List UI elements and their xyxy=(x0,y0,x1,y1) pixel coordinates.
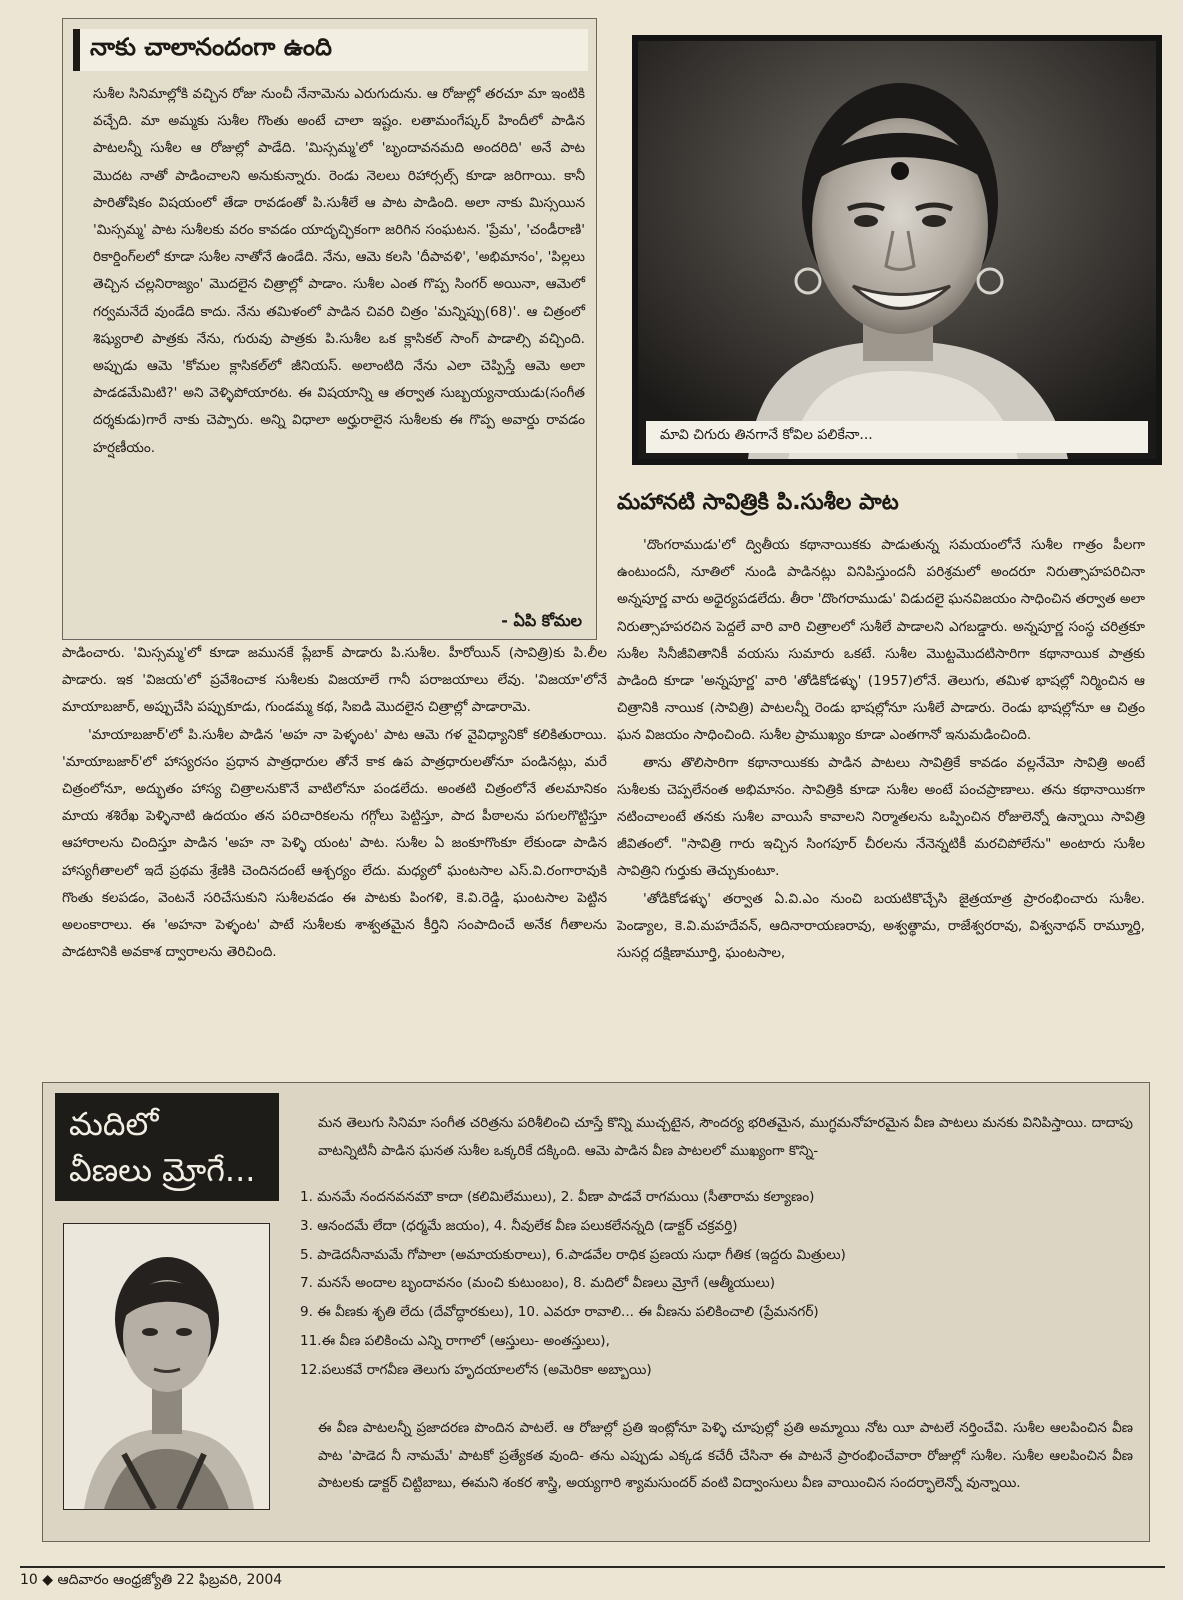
list-item: 7. మనసే అందాల బృందావనం (మంచి కుటుంబం), 8. మదిలో వీణలు మ్రోగే (ఆత్మీయులు) xyxy=(300,1275,775,1292)
box-credit: - ఏపి కోమల xyxy=(501,611,582,630)
box-title: నాకు చాలానందంగా ఉంది xyxy=(73,29,588,71)
box-title-line: మదిలో xyxy=(69,1105,159,1143)
section-heading: మహానటి సావిత్రికి పి.సుశీల పాట xyxy=(617,490,899,515)
page-footer: 10 ◆ ఆదివారం ఆంధ్రజ్యోతి 22 ఫిబ్రవరి, 2004 xyxy=(20,1572,283,1588)
right-column xyxy=(617,532,1145,967)
list-item: 9. ఈ వీణకు శృతి లేదు (దేవోద్ధారకులు), 10. ఎవరూ రావాలి... ఈ వీణను పలికించాలి (ప్రేమనగర్) xyxy=(300,1304,819,1321)
footer-rule xyxy=(20,1566,1165,1568)
list-item: 3. ఆనందమే లేదా (ధర్మమే జయం), 4. నీవులేక వీణ పలుకలేనన్నది (డాక్టర్ చక్రవర్తి) xyxy=(300,1217,738,1234)
list-item: 5. పాడెదనీనామమే గోపాలా (అమాయకురాలు), 6.పాడవేల రాధిక ప్రణయ సుధా గీతిక (ఇద్దరు మిత్రులు) xyxy=(300,1246,846,1263)
paragraph: పాడించారు. 'మిస్సమ్మ'లో కూడా జమునకే ప్లేబాక్ పాడారు పి.సుశీల. హీరోయిన్ (సావిత్రి)కు పి.లీల పాడారు. ఇక 'విజయ'లో ప్రవేశించాక సుశీలకు విజయాలే గానీ పరాజయాలు లేవు. 'విజయా'లోనే మాయాబజార్, అప్పుచేసి పప్పుకూడు, గుండమ్మ కథ, సిఐడి మొదలైన చిత్రాల్లో పాడారామె. xyxy=(62,645,607,716)
box-body-text: సుశీల సినిమాల్లోకి వచ్చిన రోజు నుంచీ నేనామెను ఎరుగుదును. ఆ రోజుల్లో తరచూ మా ఇంటికి వచ్చేది. మా అమ్మకు సుశీల గొంతు అంటే చాలా ఇష్టం. లతామంగేష్కర్ హిందీలో పాడిన పాటలన్నీ సుశీల ఆ రోజుల్లో పాడేది. 'మిస్సమ్మ'లో 'బృందావనమది అందరిది' అనే పాట మొదట నాతో పాడించాలని అనుకున్నారు. రెండు నెలలు రిహార్సల్స్ కూడా జరిగాయి. కానీ పారితోషికం విషయంలో తేడా రావడంతో పి.సుశీలే ఆ పాట పాడింది. అలా నాకు మిస్సయిన 'మిస్సమ్మ' పాట సుశీలకు వరం కావడం యాదృచ్ఛికంగా జరిగిన సంఘటన. 'ప్రేమ', 'చండీరాణి' రికార్డింగ్‌లలో కూడా సుశీల నాతోనే ఉండేది. నేను, ఆమె కలసి 'దీపావళి', 'అభిమానం', 'పిల్లలు తెచ్చిన చల్లనిరాజ్యం' మొదలైన చిత్రాల్లో పాడాం. సుశీల ఎంత గొప్ప సింగర్ అయినా, ఆమెలో గర్వమనేదే వుండేది కాదు. నేను తమిళంలో పాడిన చివరి చిత్రం 'మన్నిప్పు(68)'. ఆ చిత్రంలో శిష్యురాలి పాత్రకు నేను, గురువు పాత్రకు పి.సుశీల ఒక క్లాసికల్ సాంగ్ పాడాల్సి వచ్చింది. అప్పుడు ఆమె 'కోమల క్లాసికల్‌లో జీనియస్. అలాంటిది నేను ఎలా చెప్పిస్తే ఆమె అలా పాడడమేమిటి?' అని వెళ్ళిపోయారట. ఈ విషయాన్ని ఆ తర్వాత సుబ్బయ్యనాయుడు(సంగీత దర్శకుడు)గారే నాకు చెప్పారు. అన్ని విధాలా అర్హురాలైన సుశీలకు ఈ గొప్ప అవార్డు రావడం హర్షణీయం. xyxy=(93,86,585,456)
portrait-illustration xyxy=(638,41,1156,459)
box-outro-text: ఈ వీణ పాటలన్నీ ప్రజాదరణ పొందిన పాటలే. ఆ రోజుల్లో ప్రతి ఇంట్లోనూ పెళ్ళి చూపుల్లో ప్రతి అమ్మాయి నోట యీ పాటలే నర్తించేవి. సుశీల ఆలపించిన వీణ పాట 'పాడెద నీ నామమే' పాటకో ప్రత్యేకత వుంది- తను ఎప్పుడు ఎక్కడ కచేరీ చేసినా ఈ పాటనే ప్రారంభించేవారా రోజుల్లో సుశీల. సుశీల ఆలపించిన వీణ పాటలకు డాక్టర్ చిట్టిబాబు, ఈమని శంకర శాస్త్రి, అయ్యగారి శ్యామసుందర్ వంటి విద్వాంసులు వీణ వాయించిన సందర్భాలెన్నో వున్నాయి. xyxy=(318,1420,1133,1491)
list-item: 1. మనమే నందనవనమౌ కాదా (కలిమిలేములు), 2. వీణా పాడవే రాగమయి (సీతారామ కల్యాణం) xyxy=(300,1189,815,1205)
paragraph: 'తోడికోడళ్ళు' తర్వాత ఏ.వి.ఎం నుంచి బయటికొచ్చేసి జైత్రయాత్ర ప్రారంభించారు సుశీల. పెండ్యాల, కె.వి.మహదేవన్, ఆదినారాయణరావు, అశ్వత్థామ, రాజేశ్వరరావు, విశ్వనాథన్ రామ్మూర్తి, సుసర్ల దక్షిణామూర్తి, ఘంటసాల, xyxy=(617,890,1145,962)
komala-quote-box xyxy=(62,18,597,640)
paragraph: 'మాయాబజార్'లో పి.సుశీల పాడిన 'అహ నా పెళ్ళంట' పాట ఆమె గళ వైవిధ్యానికో కలికితురాయి. 'మాయాబజార్'లో హాస్యరసం ప్రధాన పాత్రధారుల తోనే కాక ఉప పాత్రధారులతోనూ పండినట్లు, మరే చిత్రంలోనూ, అద్భుతం హాస్య చిత్రాలనుకొనే వాటిలోనూ పండలేదు. అంతటి చిత్రంలోనే తలమానికం మాయ శశిరేఖ పెళ్ళినాటి ఉదయం తన పరిచారికలను గగ్గోలు పెట్టిస్తూ, పాద పీఠాలను పగులగొట్టిస్తూ ఆహారాలను చిందిస్తూ పాడిన 'అహ నా పెళ్ళి యంట' పాట. సుశీల ఏ జంకూగొంకూ లేకుండా పాడిన హాస్యగీతాలలో ఇదే ప్రథమ శ్రేణికి చెందినదంటే ఆశ్చర్యం లేదు. మధ్యలో ఘంటసాల ఎస్.వి.రంగారావుకి గొంతు కలపడం, వెంటనే సరిచేసుకుని సుశీలవడం ఈ పాటకు పింగళి, కె.వి.రెడ్డి, ఘంటసాల పెట్టిన అలంకారాలు. ఈ 'అహనా పెళ్ళంట' పాటే సుశీలకు శాశ్వతమైన కీర్తిని సంపాదించే అనేక గీతాలను పాడటానికి అవకాశ ద్వారాలను తెరిచింది. xyxy=(62,726,607,961)
list-item: 12.పలుకవే రాగవీణ తెలుగు హృదయాలలోన (అమెరికా అబ్బాయి) xyxy=(300,1361,652,1378)
photo-caption: మావి చిగురు తినగానే కోవిల పలికేనా... xyxy=(646,421,1148,453)
list-item: 11.ఈ వీణ పలికించు ఎన్ని రాగాలో (ఆస్తులు- అంతస్తులు), xyxy=(300,1332,610,1349)
box-title xyxy=(55,1093,279,1201)
veena-songs-list xyxy=(300,1183,846,1385)
paragraph: 'దొంగరాముడు'లో ద్వితీయ కథానాయికకు పాడుతున్న సమయంలోనే సుశీల గాత్రం పీలగా ఉంటుందనీ, నూతిలో నుండి పాడినట్లు వినిపిస్తుందనీ పరిశ్రమలో అందరూ నిరుత్సాహపరిచినా అన్నపూర్ణ వారు అధైర్యపడలేదు. తీరా 'దొంగరాముడు' విడుదలై ఘనవిజయం సాధించిన తర్వాత అలా నిరుత్సాహపరచిన పెద్దలే వారి వారి చిత్రాలలో సుశీలే పాడాలని ఎగబడ్డారు. అన్నపూర్ణ సంస్థ చరిత్రకూ సుశీల సినీజీవితానికీ వయసు సుమారు ఒకటే. సుశీల మొట్టమొదటిసారిగా కథానాయిక పాత్రకు పాడింది కూడా 'అన్నపూర్ణ' వారి 'తోడికోడళ్ళు' (1957)లోనే. తెలుగు, తమిళ భాషల్లో నిర్మించిన ఆ చిత్రానికి నాయిక (సావిత్రి) పాటలన్నీ రెండు భాషల్లోనూ సుశీలే పాడారు. రెండు భాషల్లోనూ ఆ చిత్రం ఘన విజయం సాధించింది. సుశీల ప్రాముఖ్యం కూడా ఎంతగానో ఇనుమడించింది. xyxy=(617,537,1145,744)
susheela-portrait-photo xyxy=(632,35,1162,465)
box-title-line: వీణలు మ్రోగే... xyxy=(69,1151,256,1189)
paragraph: తాను తొలిసారిగా కథానాయికకు పాడిన పాటలు సావిత్రికే కావడం వల్లనేమో సావిత్రి అంటే సుశీలకు చెప్పలేనంత అభిమానం. సావిత్రికి కూడా సుశీల అంటే పంచప్రాణాలు. తను కథానాయికగా నటించాలంటే తనకు సుశీల వాయిసే కావాలని నిర్మాతలను ఒప్పించిన రోజులెన్నో ఉన్నాయి సావిత్రి జీవితంలో. "సావిత్రి గారు ఇచ్చిన సింగపూర్ చీరలను నేనెన్నటికీ మరచిపోలేను" అంటారు సుశీల సావిత్రిని గుర్తుకు తెచ్చుకుంటూ. xyxy=(617,754,1145,880)
veena-songs-box xyxy=(42,1082,1150,1542)
young-portrait-illustration xyxy=(64,1224,269,1509)
box-intro-text: మన తెలుగు సినిమా సంగీత చరిత్రను పరిశీలించి చూస్తే కొన్ని ముచ్చటైన, సౌందర్య భరితమైన, ముగ్ధమనోహరమైన వీణ పాటలు మనకు వినిపిస్తాయి. దాదాపు వాటన్నిటినీ పాడిన ఘనత సుశీల ఒక్కరికే దక్కింది. ఆమె పాడిన వీణ పాటలలో ముఖ్యంగా కొన్ని- xyxy=(318,1115,1133,1159)
left-column xyxy=(62,640,607,966)
young-susheela-photo xyxy=(63,1223,270,1510)
